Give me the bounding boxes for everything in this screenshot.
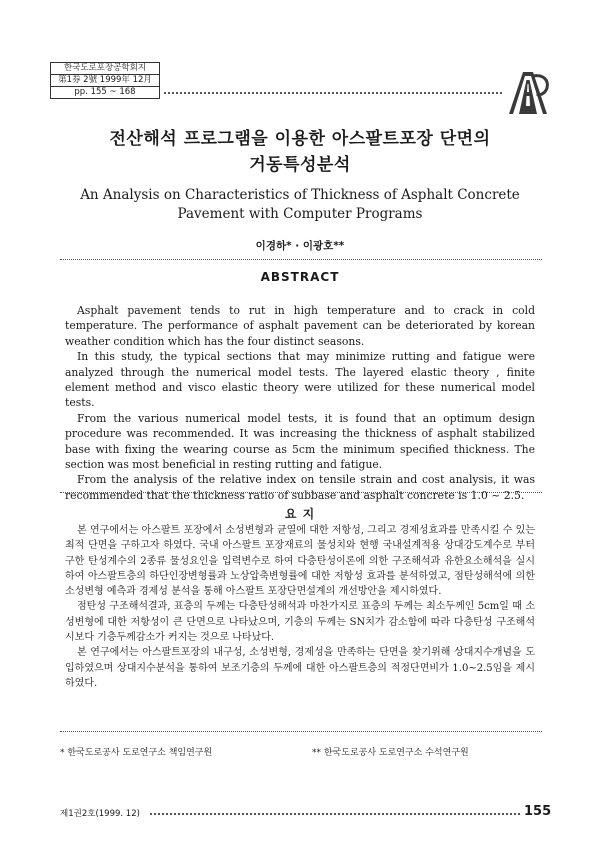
page-number: 155 xyxy=(524,804,552,819)
journal-name: 한국도로포장공학회지 xyxy=(51,63,159,75)
abstract-heading: ABSTRACT xyxy=(260,270,340,284)
journal-info-box xyxy=(50,62,160,99)
rule-above-footnotes xyxy=(60,731,542,732)
rule-above-summary xyxy=(60,492,542,493)
footer-dotted-rule xyxy=(150,813,520,815)
abstract-paragraph: Asphalt pavement tends to rut in high temperature and to crack in cold temperature. The performance of asphalt pavement can be deteriorated by korean weather condition which has the four distinct seasons. xyxy=(65,304,535,348)
title-english-line-2: Pavement with Computer Programs xyxy=(177,206,423,222)
footnote-second-author: ** 한국도로공사 도로연구소 수석연구원 xyxy=(312,748,469,758)
title-korean-line-2: 거동특성분석 xyxy=(249,155,351,175)
footnote-first-author: * 한국도로공사 도로연구소 책임연구원 xyxy=(60,748,213,758)
journal-issue: 第1券 2號 1999年 12月 xyxy=(51,75,159,87)
abstract-body xyxy=(65,303,535,503)
rule-above-abstract xyxy=(60,259,542,260)
summary-body xyxy=(65,523,535,691)
summary-paragraph: 점탄성 구조해석결과, 표층의 두께는 다층탄성해석과 마찬가지로 표층의 두께는 최소두께인 5cm일 때 소성변형에 대한 저항성이 큰 단면으로 나타났으며, 기층의 두께는 SN치가 감소함에 따라 다층탄성 구조해석시보다 기층두께감소가 커지는 것으로 나타났다. xyxy=(65,601,535,644)
abstract-paragraph: From the various numerical model tests, it is found that an optimum design procedure was recommended. It was increasing the thickness of asphalt stabilized base with fixing the wearing course as 5cm the minimum specified thickness. The section was most beneficial in resting rutting and fatigue. xyxy=(65,411,535,472)
summary-paragraph: 본 연구에서는 아스팔트 포장에서 소성변형과 균열에 대한 저항성, 그리고 경제성효과를 만족시킬 수 있는 최적 단면을 구하고자 하였다. 국내 아스팔트 포장재료의 물성치와 현행 국내설계적용 상대강도계수로 부터 구한 탄성계수의 2종류 물성요인을 입력변수로 하여 다층탄성이론에 의한 구조해석과 유한요소해석을 실시하여 아스팔트층의 하단인장변형률과 노상압축변형률에 대한 저항성 효과를 분석하였고, 점탄성해석에 의한 소성변형 예측과 경제성 분석을 통해 아스팔트 포장단면설계의 개선방안을 제시하였다. xyxy=(65,525,535,598)
footer-issue: 제1권2호(1999. 12) xyxy=(60,809,140,819)
header-dotted-rule xyxy=(164,92,502,94)
title-korean-line-1: 전산해석 프로그램을 이용한 아스팔트포장 단면의 xyxy=(109,129,491,149)
abstract-paragraph: From the analysis of the relative index on tensile strain and cost analysis, it was recommended that the thickness ratio of subbase and asphalt concrete is 1.0 ~ 2.5. xyxy=(65,473,535,502)
journal-logo-icon xyxy=(503,66,553,116)
summary-heading: 요 지 xyxy=(284,507,316,521)
authors: 이경하* · 이광호** xyxy=(255,240,345,252)
journal-pages: pp. 155 ~ 168 xyxy=(74,87,136,97)
summary-paragraph: 본 연구에서는 아스팔트포장의 내구성, 소성변형, 경제성을 만족하는 단면을 찾기위해 상대지수개념을 도입하였으며 상대지수분석을 통하여 보조기층의 두께에 대한 아스팔트층의 적정단면비가 1.0~2.5임을 제시하였다. xyxy=(65,647,535,689)
title-english-line-1: An Analysis on Characteristics of Thickness of Asphalt Concrete xyxy=(80,187,520,203)
abstract-paragraph: In this study, the typical sections that may minimize rutting and fatigue were analyzed through the numerical model tests. The layered elastic theory , finite element method and visco elastic theory were utilized for these numerical model tests. xyxy=(65,350,535,410)
